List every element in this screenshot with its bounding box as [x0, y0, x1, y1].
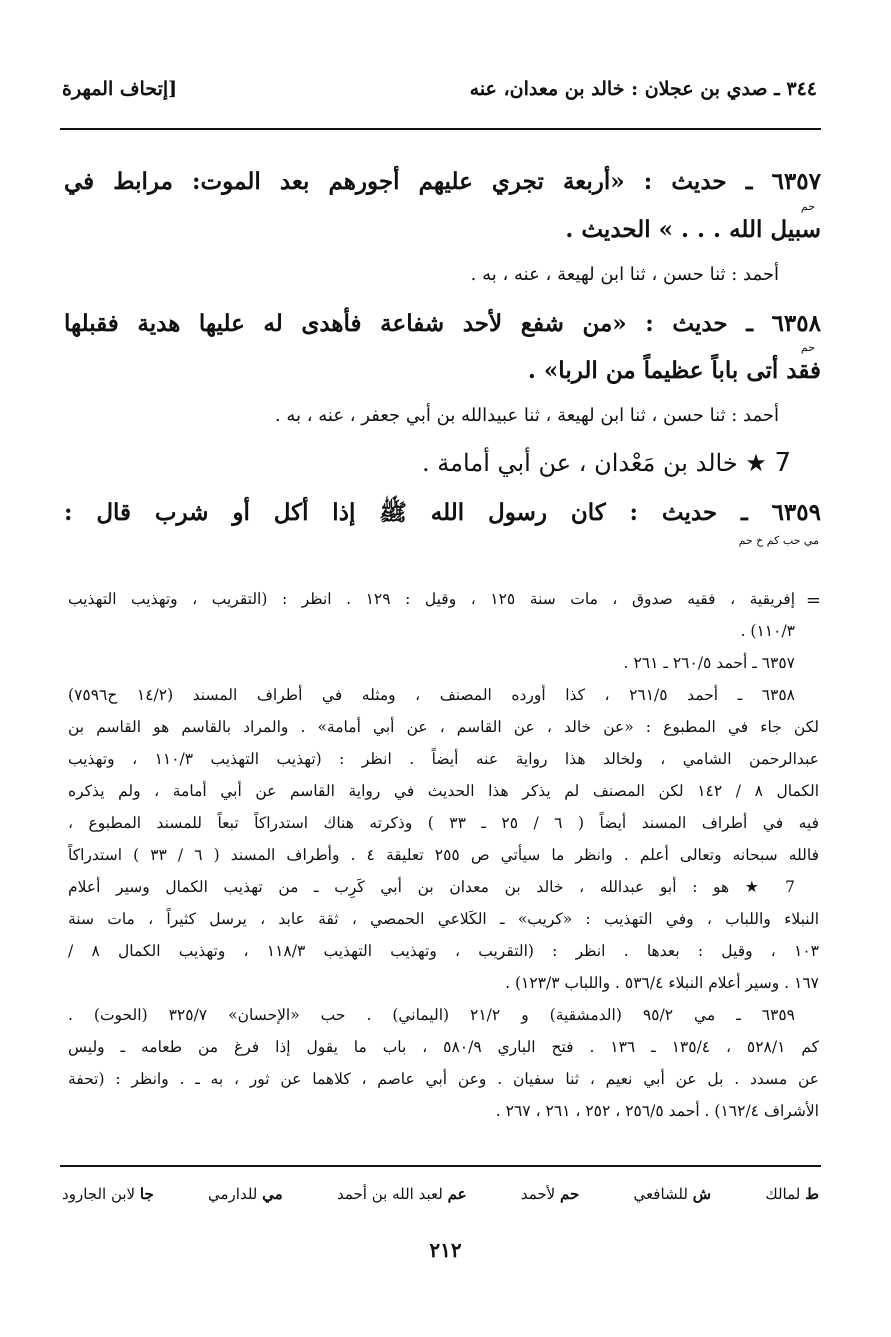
running-header-title: ٣٤٤ ـ صدي بن عجلان : خالد بن معدان، عنه [469, 78, 817, 100]
footnote-line: ١١٠/٣) . [740, 622, 795, 640]
hadith-6358-line1: ٦٣٥٨ ـ حديث : «من شفع لأحد شفاعة فأهدى له عليها هدية فقبلها [64, 310, 821, 337]
star-icon: ★ [745, 449, 767, 477]
abbr-item: حم لأحمد [520, 1185, 580, 1203]
abbr-item: ش للشافعي [633, 1185, 712, 1203]
running-header-book: [إتحاف المهرة [62, 78, 178, 100]
hadith-6357-sigla: حم [800, 200, 815, 213]
hadith-6359-sigla: مي حب كم خ حم [738, 534, 819, 547]
footnote-line: ٦٣٥٧ ـ أحمد ٢٦٠/٥ ـ ٢٦١ . [623, 654, 795, 672]
hadith-6358-sigla: حم [800, 341, 815, 354]
footnote-line: 7 ★ هو : أبو عبدالله ، خالد بن معدان بن أبي كَرِب ـ من تهذيب الكمال وسير أعلام [68, 878, 795, 896]
footnote-line: الكمال ٨ / ١٤٢ لكن المصنف لم يذكر هذا الحديث في رواية القاسم عن أبي أمامة ، ولم يذكره [68, 782, 819, 800]
footnote-line: فالله سبحانه وتعالى أعلم . وانظر ما سيأتي ص ٢٥٥ تعليقة ٤ . وأطراف المسند ( ٦ / ٣٣ ) استدراكاً [68, 846, 820, 864]
hadith-6359-line1: ٦٣٥٩ ـ حديث : كان رسول الله ﷺ إذا أكل أو شرب قال : [64, 499, 821, 526]
footnote-line: ١٦٧ . وسير أعلام النبلاء ٥٣٦/٤ . واللباب ١٢٣/٣) . [505, 974, 819, 992]
section-heading [422, 448, 791, 478]
footnote-line: الأشراف ١٦٢/٤) . أحمد ٢٥٦/٥ ، ٢٥٢ ، ٢٦١ ، ٢٦٧ . [495, 1102, 819, 1120]
abbr-item: جا لابن الجارود [62, 1185, 154, 1203]
section-title: خالد بن مَعْدان ، عن أبي أمامة . [422, 449, 738, 477]
footnote-line: ١٠٣ ، وقيل : بعدها . انظر : (التقريب ، وتهذيب التهذيب ١١٨/٣ ، وتهذيب الكمال ٨ / [68, 942, 820, 960]
hadith-6357-chain: أحمد : ثنا حسن ، ثنا ابن لهيعة ، عنه ، به . [470, 264, 779, 285]
footnote-line: ٦٣٥٨ ـ أحمد ٢٦١/٥ ، كذا أورده المصنف ، ومثله في أطراف المسند (١٤/٢ ح٧٥٩٦) [68, 686, 795, 704]
abbr-item: مي للدارمي [208, 1185, 283, 1203]
page-number: ٢١٢ [429, 1238, 462, 1262]
section-number: 7 [774, 448, 791, 478]
footer-divider [60, 1165, 821, 1167]
footnote-line: ٦٣٥٩ ـ مي ٩٥/٢ (الدمشقية) و ٢١/٢ (اليماني) . حب «الإحسان» ٣٢٥/٧ (الحوت) . [68, 1006, 796, 1024]
continuation-mark: = [805, 590, 821, 611]
abbr-item: عم لعبد الله بن أحمد [336, 1185, 467, 1203]
hadith-6357-line1: ٦٣٥٧ ـ حديث : «أربعة تجري عليهم أجورهم بعد الموت: مرابط في [64, 168, 821, 195]
footnote-line: فيه في أطراف المسند أيضاً ( ٦ / ٢٥ ـ ٣٣ ) وذكرته هناك استدراكاً تبعاً للمسند المطبوع ، [68, 814, 819, 832]
hadith-6357-line2: سبيل الله . . . » الحديث . [565, 216, 821, 243]
abbreviation-key [62, 1185, 819, 1203]
hadith-6358-chain: أحمد : ثنا حسن ، ثنا ابن لهيعة ، ثنا عبيدالله بن أبي جعفر ، عنه ، به . [274, 405, 779, 426]
abbr-item: ط لمالك [765, 1185, 819, 1203]
footnote-line: عبدالرحمن الشامي ، ولخالد هذا رواية عنه أيضاً . انظر : (تهذيب التهذيب ١١٠/٣ ، وتهذيب [68, 750, 819, 768]
footnote-line: عن مسدد . بل عن أبي نعيم ، ثنا سفيان . وعن أبي عاصم ، كلاهما عن ثور ، به ـ . وانظر : (تحفة [68, 1070, 819, 1088]
footnote-line: كم ٥٢٨/١ ، ١٣٥/٤ ـ ١٣٦ . فتح الباري ٥٨٠/٩ ، باب ما يقول إذا فرغ من طعامه ـ وليس [68, 1038, 820, 1056]
hadith-6358-line2: فقد أتى باباً عظيماً من الربا» . [527, 357, 821, 384]
footnote-line: إفريقية ، فقيه صدوق ، مات سنة ١٢٥ ، وقيل : ١٢٩ . انظر : (التقريب ، وتهذيب التهذيب [68, 590, 796, 608]
footnote-line: لكن جاء في المطبوع : «عن خالد ، عن القاسم ، عن أبي أمامة» . والمراد بالقاسم هو القاسم بن [68, 718, 819, 736]
header-divider [60, 128, 821, 130]
footnote-line: النبلاء واللباب ، وفي التهذيب : «كريب» ـ الكَلاعي الحمصي ، ثقة عابد ، يرسل كثيراً ، مات سنة [68, 910, 819, 928]
